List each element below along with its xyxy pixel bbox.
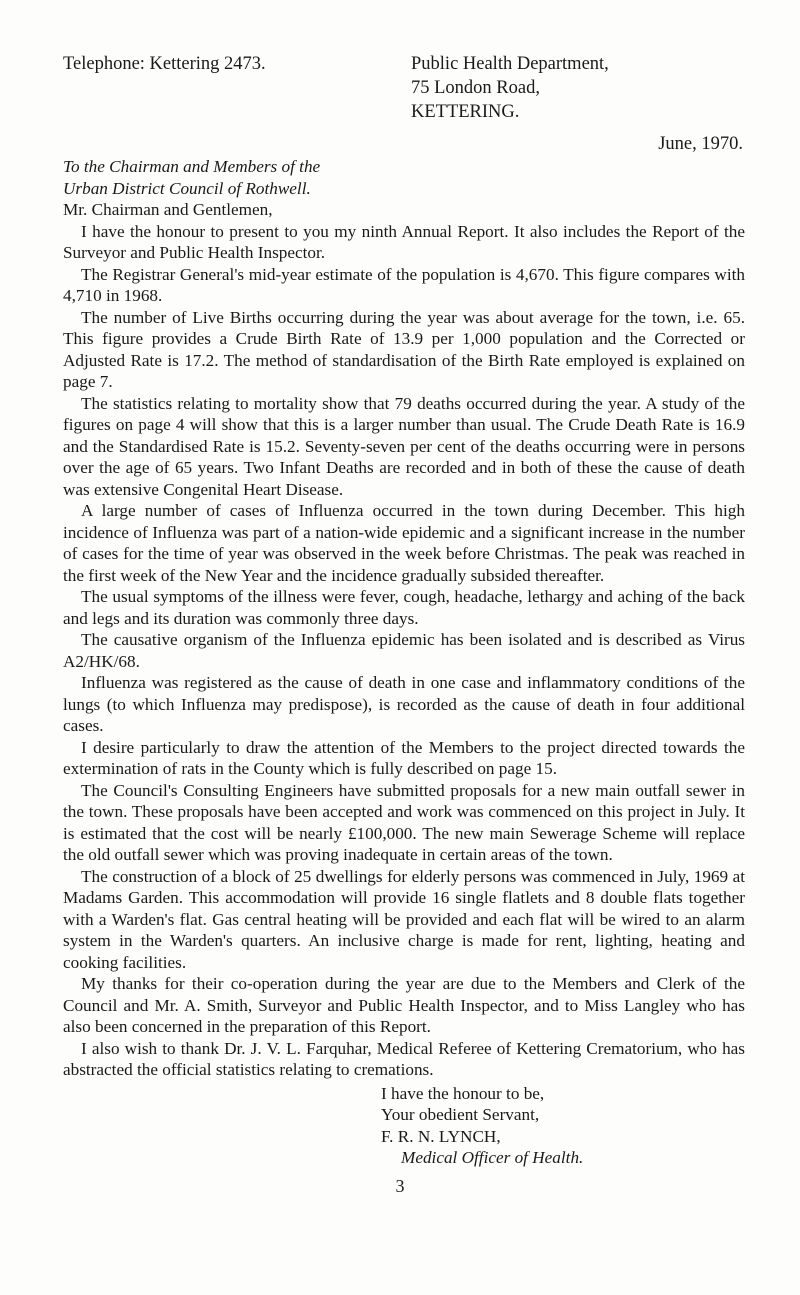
- paragraph-4: The statistics relating to mortality show that 79 deaths occurred during the year. A study of the figures on page 4 will show that this is a larger number than usual. The Crude Death Rate is 16.9 and the Standardised Rate is 15.2. Seventy-seven per cent of the deaths occurring were in persons over the age of 65 years. Two Infant Deaths are recorded and in both of these the cause of death was extensive Congenital Heart Disease.: [63, 393, 745, 499]
- department-line: Public Health Department,: [411, 54, 609, 74]
- paragraph-8: Influenza was registered as the cause of death in one case and inflammatory conditions of the lungs (to which Influenza may predispose), is recorded as the cause of death in four additional cases.: [63, 673, 745, 735]
- letter-closing: [381, 1083, 745, 1169]
- addressee-line-1: To the Chairman and Members of the: [63, 157, 321, 176]
- paragraph-9: I desire particularly to draw the attention of the Members to the project directed towards the extermination of rats in the County which is fully described on page 15.: [63, 737, 745, 778]
- closing-line-2: Your obedient Servant,: [381, 1105, 540, 1124]
- signatory-title: Medical Officer of Health.: [401, 1148, 584, 1167]
- town-line: KETTERING.: [411, 102, 520, 122]
- letter-date: June, 1970.: [658, 134, 743, 154]
- letter-header: [63, 52, 745, 132]
- signatory-name: F. R. N. LYNCH,: [381, 1126, 501, 1146]
- paragraph-1: I have the honour to present to you my ninth Annual Report. It also includes the Report of the Surveyor and Public Health Inspector.: [63, 221, 745, 262]
- paragraph-12: My thanks for their co-operation during the year are due to the Members and Clerk of the Council and Mr. A. Smith, Surveyor and Public Health Inspector, and to Miss Langley who has also been concerned in the preparation of this Report.: [63, 974, 745, 1036]
- paragraph-2: The Registrar General's mid-year estimate of the population is 4,670. This figure compares with 4,710 in 1968.: [63, 264, 745, 305]
- paragraph-10: The Council's Consulting Engineers have submitted proposals for a new main outfall sewer in the town. These proposals have been accepted and work was commenced on this project in July. It is estimated that the cost will be nearly £100,000. The new main Sewerage Scheme will replace the old outfall sewer which was proving inadequate in certain areas of the town.: [63, 780, 745, 864]
- sender-address: [411, 52, 609, 124]
- addressee-line-2: Urban District Council of Rothwell.: [63, 178, 311, 198]
- paragraph-13: I also wish to thank Dr. J. V. L. Farquhar, Medical Referee of Kettering Crematorium, who has abstracted the official statistics relating to cremations.: [63, 1038, 745, 1079]
- paragraph-11: The construction of a block of 25 dwellings for elderly persons was commenced in July, 1969 at Madams Garden. This accommodation will provide 16 single flatlets and 8 double flats together with a Warden's flat. Gas central heating will be provided and each flat will be wired to an alarm system in the Warden's quarters. An inclusive charge is made for rent, lighting, heating and cooking facilities.: [63, 866, 745, 972]
- salutation: Mr. Chairman and Gentlemen,: [63, 200, 273, 219]
- closing-line-1: I have the honour to be,: [381, 1083, 545, 1103]
- paragraph-6: The usual symptoms of the illness were fever, cough, headache, lethargy and aching of the back and legs and its duration was commonly three days.: [63, 587, 745, 628]
- paragraph-5: A large number of cases of Influenza occurred in the town during December. This high incidence of Influenza was part of a nation-wide epidemic and a significant increase in the number of cases for the time of year was observed in the week before Christmas. The peak was reached in the first week of the New Year and the incidence gradually subsided thereafter.: [63, 501, 745, 585]
- street-line: 75 London Road,: [411, 78, 540, 98]
- paragraph-3: The number of Live Births occurring during the year was about average for the town, i.e. 65. This figure provides a Crude Birth Rate of 13.9 per 1,000 population and the Corrected or Adjusted Rate is 17.2. The method of standardisation of the Birth Rate employed is explained on page 7.: [63, 307, 745, 391]
- page-number: 3: [395, 1176, 405, 1196]
- paragraph-7: The causative organism of the Influenza epidemic has been isolated and is described as Virus A2/HK/68.: [63, 630, 745, 671]
- telephone-line: Telephone: Kettering 2473.: [63, 54, 266, 74]
- letter-page: [63, 52, 745, 1169]
